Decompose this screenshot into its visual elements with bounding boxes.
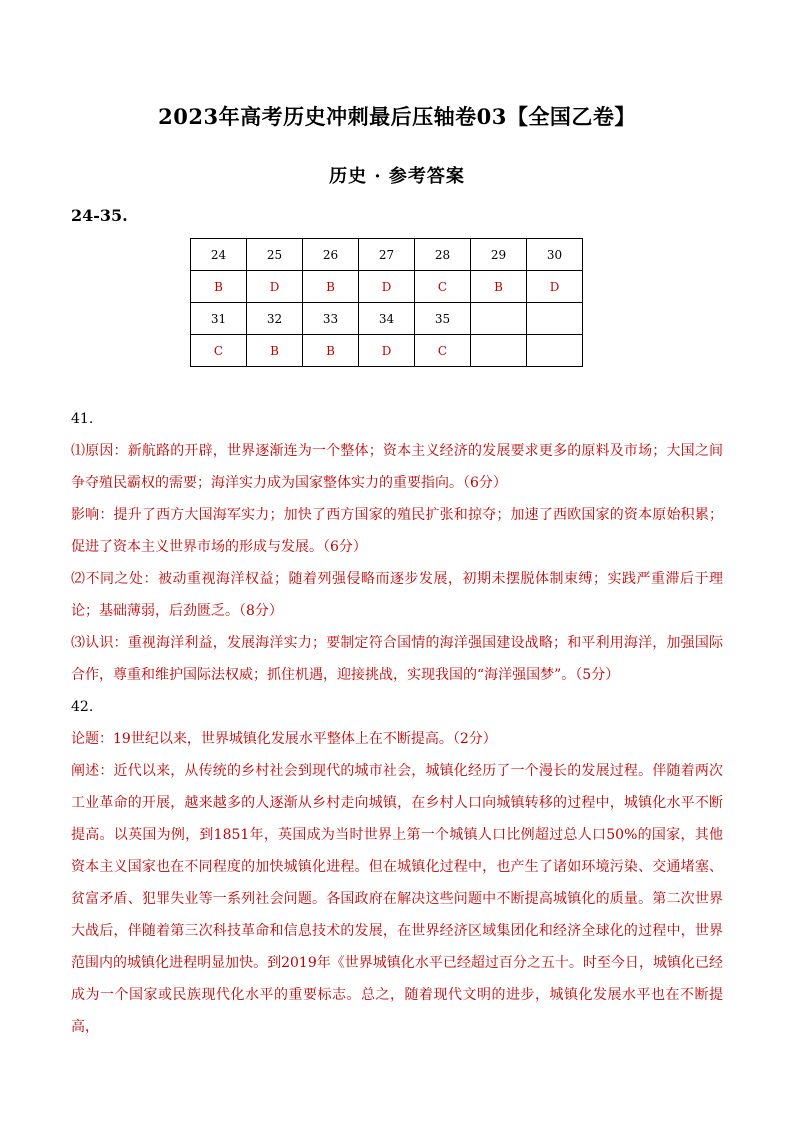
q42-elaboration: 阐述：近代以来，从传统的乡村社会到现代的城市社会，城镇化经历了一个漫长的发展过程。伴随着两次工业革命的开展，越来越多的人逐渐从乡村走向城镇，在乡村人口向城镇转移的过程中，城镇化水平不断提高。以英国为例，到1851年，英国成为当时世界上第一个城镇人口比例超过总人口50%的国家，其他资本主义国家也在不同程度的加快城镇化进程。但在城镇化过程中，也产生了诸如环境污染、交通堵塞、贫富矛盾、犯罪失业等一系列社会问题。各国政府在解决这些问题中不断提高城镇化的质量。第二次世界大战后，伴随着第三次科技革命和信息技术的发展，在世界经济区域集团化和经济全球化的过程中，世界范围内的城镇化进程明显加快。到2019年《世界城镇化水平已经超过百分之五十。时至今日，城镇化已经成为一个国家或民族现代化水平的重要标志。总之，随着现代文明的进步，城镇化发展水平也在不断提高， [71,763,723,1035]
answer-cell: B [191,271,247,303]
q42-thesis: 论题：19世纪以来，世界城镇化发展水平整体上在不断提高。（2分） [71,731,497,747]
q41-part2: ⑵不同之处：被动重视海洋权益；随着列强侵略而逐步发展，初期未摆脱体制束缚；实践严重滞后于理论；基础薄弱，后劲匮乏。（8分） [71,571,723,619]
question-number-cell: 31 [191,303,247,335]
answer-cell: B [247,335,303,367]
answer-cell: B [303,271,359,303]
answer-content [71,403,723,1043]
answer-cell: C [191,335,247,367]
table-row [191,335,583,367]
table-row [191,271,583,303]
answer-table [190,238,583,367]
table-row [191,303,583,335]
question-number-cell: 24 [191,239,247,271]
answer-cell: D [359,271,415,303]
answer-cell: C [415,271,471,303]
question-number-cell: 34 [359,303,415,335]
question-41-number: 41. [71,411,94,427]
question-number-cell: 35 [415,303,471,335]
question-number-cell: 28 [415,239,471,271]
question-number-cell [527,303,583,335]
answer-cell [471,335,527,367]
question-number-cell: 27 [359,239,415,271]
page-subtitle: 历史 · 参考答案 [329,166,465,187]
answer-cell: C [415,335,471,367]
q41-part1-reason: ⑴原因：新航路的开辟，世界逐渐连为一个整体；资本主义经济的发展要求更多的原料及市场；大国之间争夺殖民霸权的需要；海洋实力成为国家整体实力的重要指向。（6分） [71,443,723,491]
answer-cell: B [471,271,527,303]
answer-cell: D [527,271,583,303]
answer-cell: D [359,335,415,367]
answer-cell: B [303,335,359,367]
question-number-cell: 29 [471,239,527,271]
table-row [191,239,583,271]
q41-part3: ⑶认识：重视海洋利益，发展海洋实力；要制定符合国情的海洋强国建设战略；和平利用海洋，加强国际合作，尊重和维护国际法权威；抓住机遇，迎接挑战，实现我国的“海洋强国梦”。（5分） [71,635,723,683]
choice-range-label: 24-35. [71,206,128,225]
page-title: 2023年高考历史冲刺最后压轴卷03【全国乙卷】 [158,104,636,129]
answer-cell: D [247,271,303,303]
question-number-cell: 30 [527,239,583,271]
question-number-cell: 33 [303,303,359,335]
question-number-cell [471,303,527,335]
question-number-cell: 26 [303,239,359,271]
question-number-cell: 25 [247,239,303,271]
question-number-cell: 32 [247,303,303,335]
answer-cell [527,335,583,367]
question-42-number: 42. [71,699,94,715]
q41-part1-impact: 影响：提升了西方大国海军实力；加快了西方国家的殖民扩张和掠夺；加速了西欧国家的资本原始积累；促进了资本主义世界市场的形成与发展。（6分） [71,507,723,555]
